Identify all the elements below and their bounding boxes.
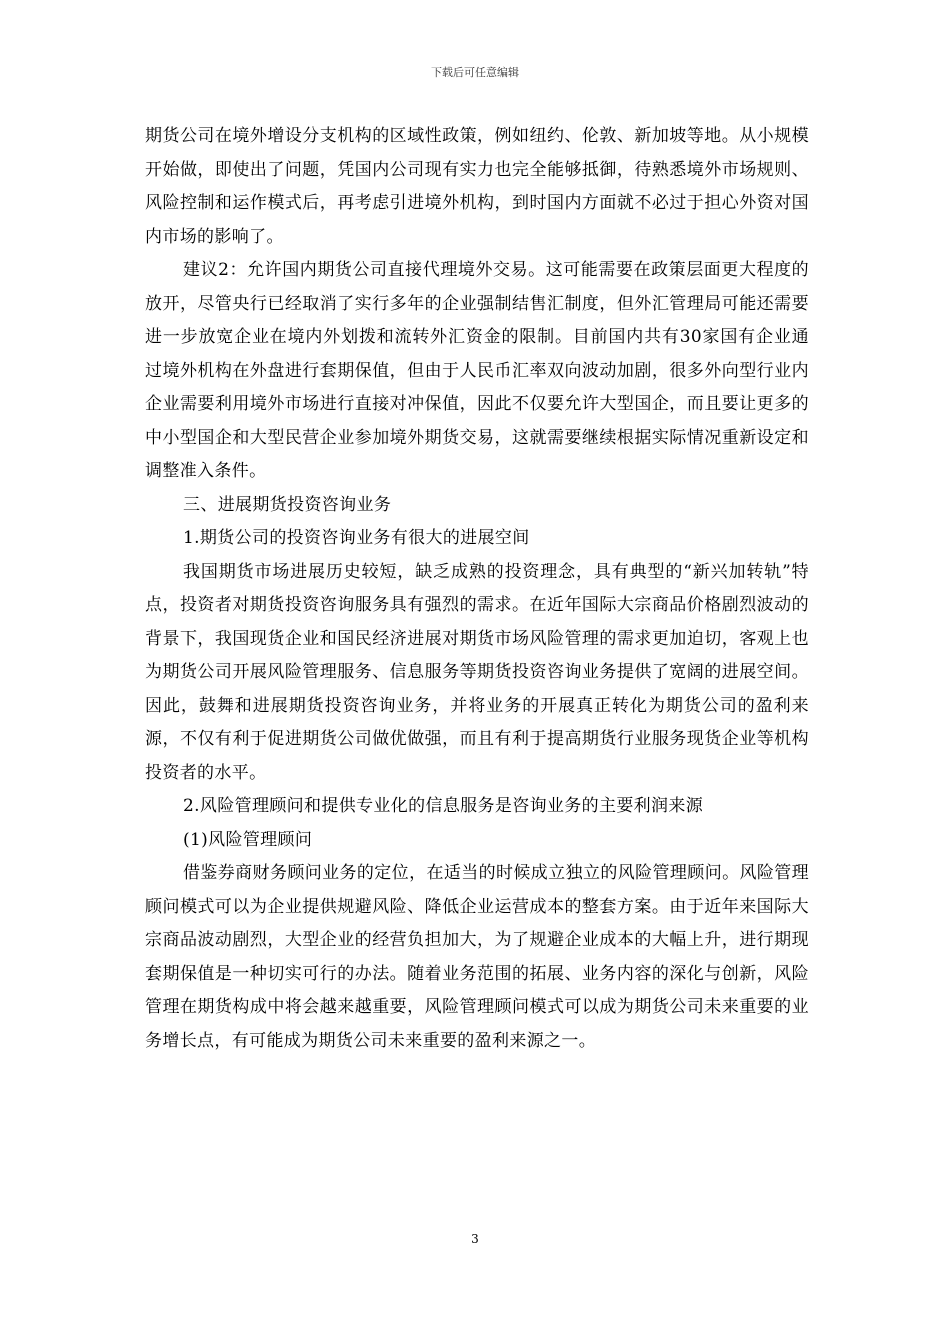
subsection-heading-development-space: 1.期货公司的投资咨询业务有很大的进展空间 [183,528,530,548]
subsection-heading-profit-source: 2.风险管理顾问和提供专业化的信息服务是咨询业务的主要利润来源 [183,796,704,816]
paragraph-market-history: 我国期货市场进展历史较短，缺乏成熟的投资理念，具有典型的“新兴加转轨”特点，投资者对期货投资咨询服务具有强烈的需求。在近年国际大宗商品价格剧烈波动的背景下，我国现货企业和国民经济进展对期货市场风险管理的需求更加迫切，客观上也为期货公司开展风险管理服务、信息服务等期货投资咨询业务提供了宽阔的进展空间。因此，鼓舞和进展期货投资咨询业务，并将业务的开展真正转化为期货公司的盈利来源，不仅有利于促进期货公司做优做强，而且有利于提高期货行业服务现货企业等机构投资者的水平。 [145,561,809,783]
paragraph-overseas-branches: 期货公司在境外增设分支机构的区域性政策，例如纽约、伦敦、新加坡等地。从小规模开始做，即使出了问题，凭国内公司现有实力也完全能够抵御，待熟悉境外市场规则、风险控制和运作模式后，再考虑引进境外机构，到时国内方面就不必过于担心外资对国内市场的影响了。 [145,126,809,247]
page-header: 下载后可任意编辑 [431,66,519,79]
page-number: 3 [471,1232,479,1246]
section-heading-consulting: 三、进展期货投资咨询业务 [183,494,392,515]
item-heading-risk-advisor: (1)风险管理顾问 [183,829,313,850]
document-body [145,120,809,1058]
paragraph-risk-advisor: 借鉴券商财务顾问业务的定位，在适当的时候成立独立的风险管理顾问。风险管理顾问模式可以为企业提供规避风险、降低企业运营成本的整套方案。由于近年来国际大宗商品波动剧烈，大型企业的经营负担加大，为了规避企业成本的大幅上升，进行期现套期保值是一种切实可行的办法。随着业务范围的拓展、业务内容的深化与创新，风险管理在期货构成中将会越来越重要，风险管理顾问模式可以成为期货公司未来重要的业务增长点，有可能成为期货公司未来重要的盈利来源之一。 [145,863,809,1051]
paragraph-suggestion-2: 建议2：允许国内期货公司直接代理境外交易。这可能需要在政策层面更大程度的放开，尽管央行已经取消了实行多年的企业强制结售汇制度，但外汇管理局可能还需要进一步放宽企业在境内外划拨和流转外汇资金的限制。目前国内共有30家国有企业通过境外机构在外盘进行套期保值，但由于人民币汇率双向波动加剧，很多外向型行业内企业需要利用境外市场进行直接对冲保值，因此不仅要允许大型国企，而且要让更多的中小型国企和大型民营企业参加境外期货交易，这就需要继续根据实际情况重新设定和调整准入条件。 [145,260,809,481]
